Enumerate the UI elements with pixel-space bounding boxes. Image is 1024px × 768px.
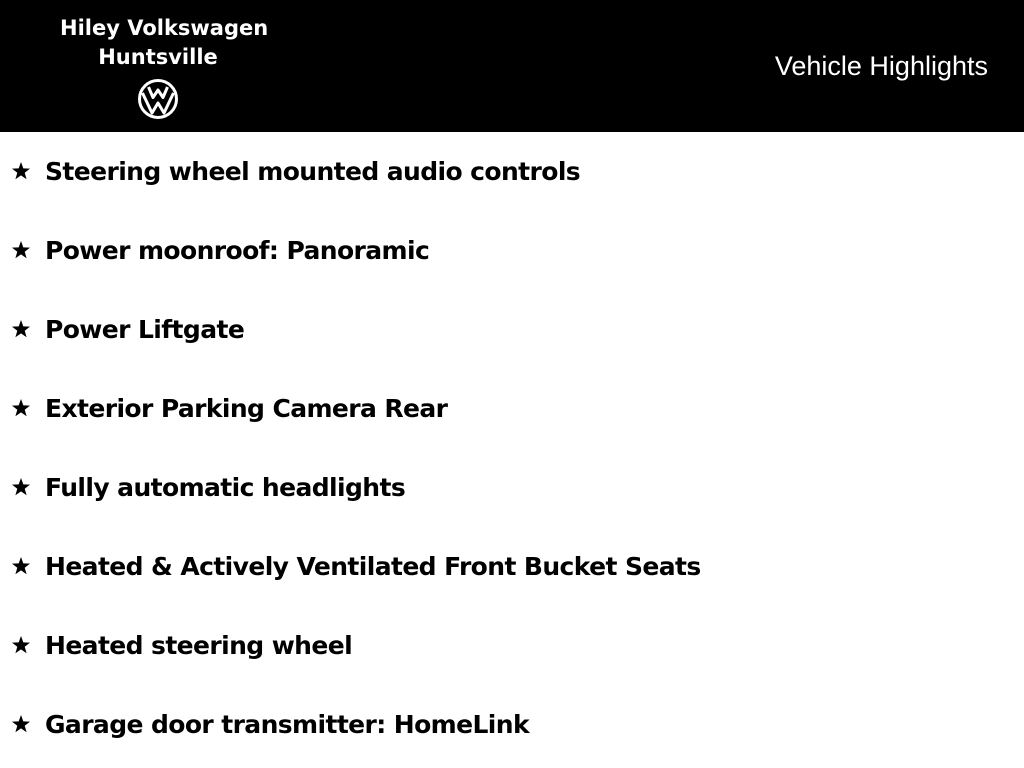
star-icon	[11, 714, 31, 734]
logo-dealer-city: Huntsville	[98, 45, 218, 69]
star-icon	[11, 477, 31, 497]
highlight-item	[0, 685, 1024, 764]
star-icon	[11, 556, 31, 576]
highlight-label: Garage door transmitter: HomeLink	[45, 710, 529, 739]
highlight-label: Heated & Actively Ventilated Front Bucket Seats	[45, 552, 701, 581]
star-icon	[11, 319, 31, 339]
highlight-label: Power Liftgate	[45, 315, 245, 344]
highlight-item	[0, 290, 1024, 369]
page-title: Vehicle Highlights	[774, 51, 988, 81]
volkswagen-logo-icon	[137, 78, 179, 120]
star-icon	[11, 398, 31, 418]
logo-dealer-name: Hiley Volkswagen	[60, 16, 269, 40]
vehicle-highlights-list	[0, 132, 1024, 764]
highlight-item	[0, 527, 1024, 606]
highlight-label: Power moonroof: Panoramic	[45, 236, 430, 265]
highlight-label: Steering wheel mounted audio controls	[45, 157, 581, 186]
header-bar	[0, 0, 1024, 132]
highlight-item	[0, 369, 1024, 448]
highlight-item	[0, 606, 1024, 685]
highlight-label: Fully automatic headlights	[45, 473, 406, 502]
highlight-item	[0, 448, 1024, 527]
highlight-item	[0, 211, 1024, 290]
star-icon	[11, 161, 31, 181]
dealer-logo	[60, 14, 269, 120]
star-icon	[11, 240, 31, 260]
star-icon	[11, 635, 31, 655]
highlight-label: Heated steering wheel	[45, 631, 353, 660]
highlight-item	[0, 132, 1024, 211]
highlight-label: Exterior Parking Camera Rear	[45, 394, 448, 423]
